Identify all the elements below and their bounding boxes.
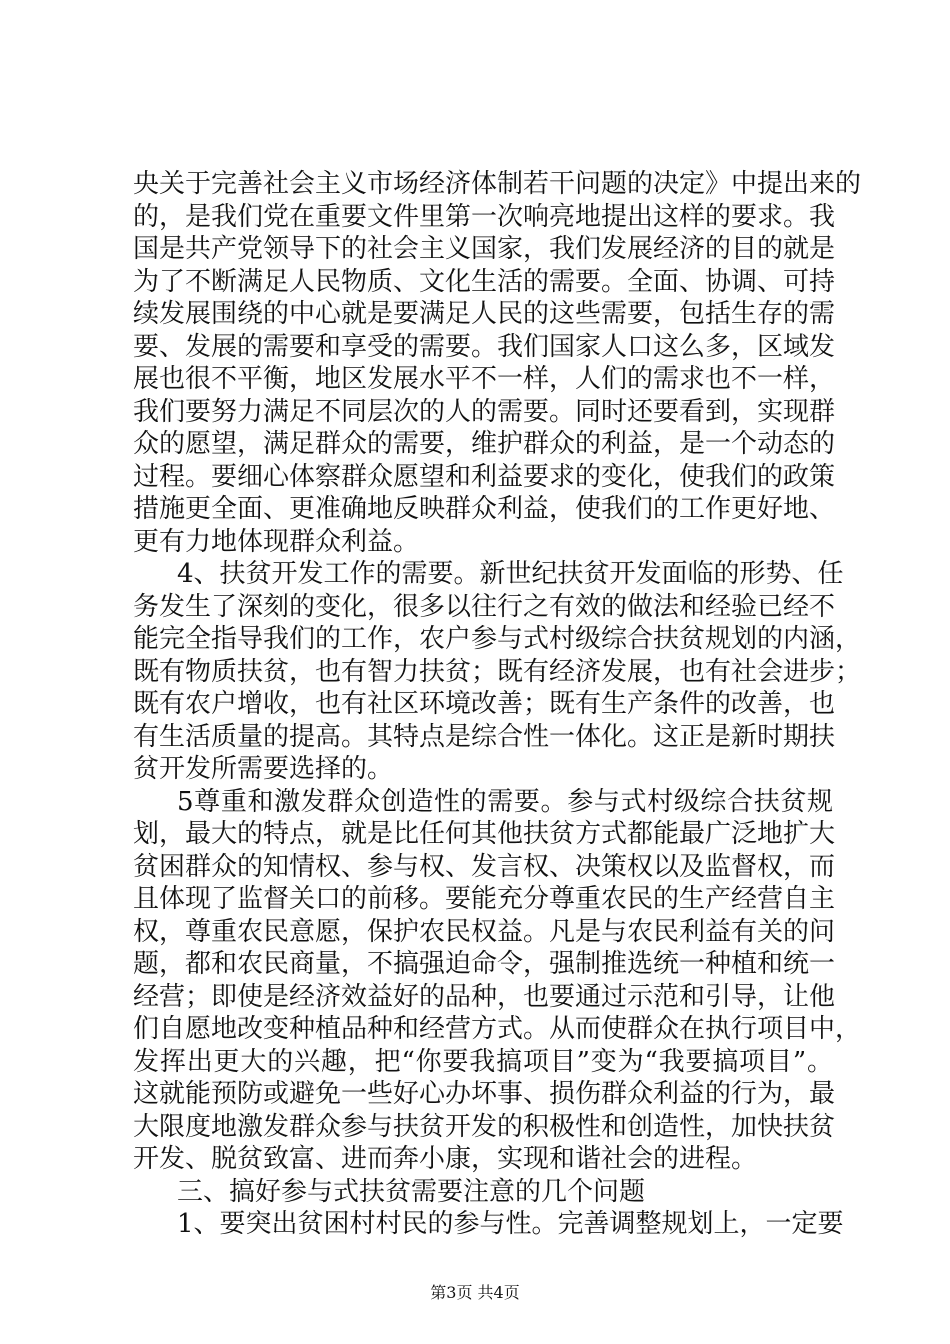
text-line: 且体现了监督关口的前移。要能充分尊重农民的生产经营自主	[133, 884, 836, 914]
text-line: 贫开发所需要选择的。	[133, 754, 394, 784]
text-line: 这就能预防或避免一些好心办坏事、损伤群众利益的行为，最	[133, 1079, 836, 1109]
text-line: 要、发展的需要和享受的需要。我们国家人口这么多，区域发	[133, 331, 836, 362]
paragraph-start-line: 4、扶贫开发工作的需要。新世纪扶贫开发面临的形势、任	[177, 559, 844, 589]
text-line: 过程。要细心体察群众愿望和利益要求的变化，使我们的政策	[133, 461, 836, 492]
paragraph-start-line: 1、要突出贫困村村民的参与性。完善调整规划上，一定要	[177, 1209, 844, 1239]
page-footer	[0, 1283, 950, 1303]
text-line: 国是共产党领导下的社会主义国家，我们发展经济的目的就是	[133, 234, 836, 264]
text-line: 题，都和农民商量，不搞强迫命令，强制推选统一种植和统一	[133, 949, 836, 979]
text-line: 经营；即使是经济效益好的品种，也要通过示范和引导，让他	[133, 981, 836, 1012]
text-line: 务发生了深刻的变化，很多以往行之有效的做法和经验已经不	[133, 591, 836, 622]
text-line: 们自愿地改变种植品种和经营方式。从而使群众在执行项目中，	[133, 1014, 862, 1044]
text-line: 续发展围绕的中心就是要满足人民的这些需要，包括生存的需	[133, 299, 836, 329]
text-line: 展也很不平衡，地区发展水平不一样，人们的需求也不一样，	[133, 364, 836, 394]
text-line: 措施更全面、更准确地反映群众利益，使我们的工作更好地、	[133, 494, 836, 524]
text-line: 权，尊重农民意愿，保护农民权益。凡是与农民利益有关的问	[133, 916, 836, 947]
text-line: 有生活质量的提高。其特点是综合性一体化。这正是新时期扶	[133, 721, 836, 752]
paragraph-start-line: 5尊重和激发群众创造性的需要。参与式村级综合扶贫规	[177, 786, 833, 817]
text-line: 既有物质扶贫，也有智力扶贫；既有经济发展，也有社会进步；	[133, 656, 862, 687]
text-line: 的，是我们党在重要文件里第一次响亮地提出这样的要求。我	[133, 201, 836, 232]
text-line: 央关于完善社会主义市场经济体制若干问题的决定》中提出来的	[133, 169, 862, 199]
text-line: 能完全指导我们的工作，农户参与式村级综合扶贫规划的内涵，	[133, 624, 862, 654]
text-line: 既有农户增收，也有社区环境改善；既有生产条件的改善，也	[133, 689, 836, 719]
text-line: 我们要努力满足不同层次的人的需要。同时还要看到，实现群	[133, 396, 836, 427]
text-line: 更有力地体现群众利益。	[133, 526, 420, 557]
text-line: 众的愿望，满足群众的需要，维护群众的利益，是一个动态的	[133, 429, 836, 459]
text-line: 贫困群众的知情权、参与权、发言权、决策权以及监督权，而	[133, 851, 836, 882]
section-heading: 三、搞好参与式扶贫需要注意的几个问题	[177, 1176, 646, 1207]
text-line: 大限度地激发群众参与扶贫开发的积极性和创造性，加快扶贫	[133, 1111, 836, 1142]
text-line: 开发、脱贫致富、进而奔小康，实现和谐社会的进程。	[133, 1144, 758, 1174]
page-number-label: 第3页 共4页	[430, 1283, 520, 1302]
text-line: 发挥出更大的兴趣，把“你要我搞项目”变为“我要搞项目”。	[133, 1046, 833, 1077]
body-text	[133, 168, 862, 1241]
text-line: 为了不断满足人民物质、文化生活的需要。全面、协调、可持	[133, 266, 836, 297]
text-line: 划，最大的特点，就是比任何其他扶贫方式都能最广泛地扩大	[133, 819, 836, 849]
